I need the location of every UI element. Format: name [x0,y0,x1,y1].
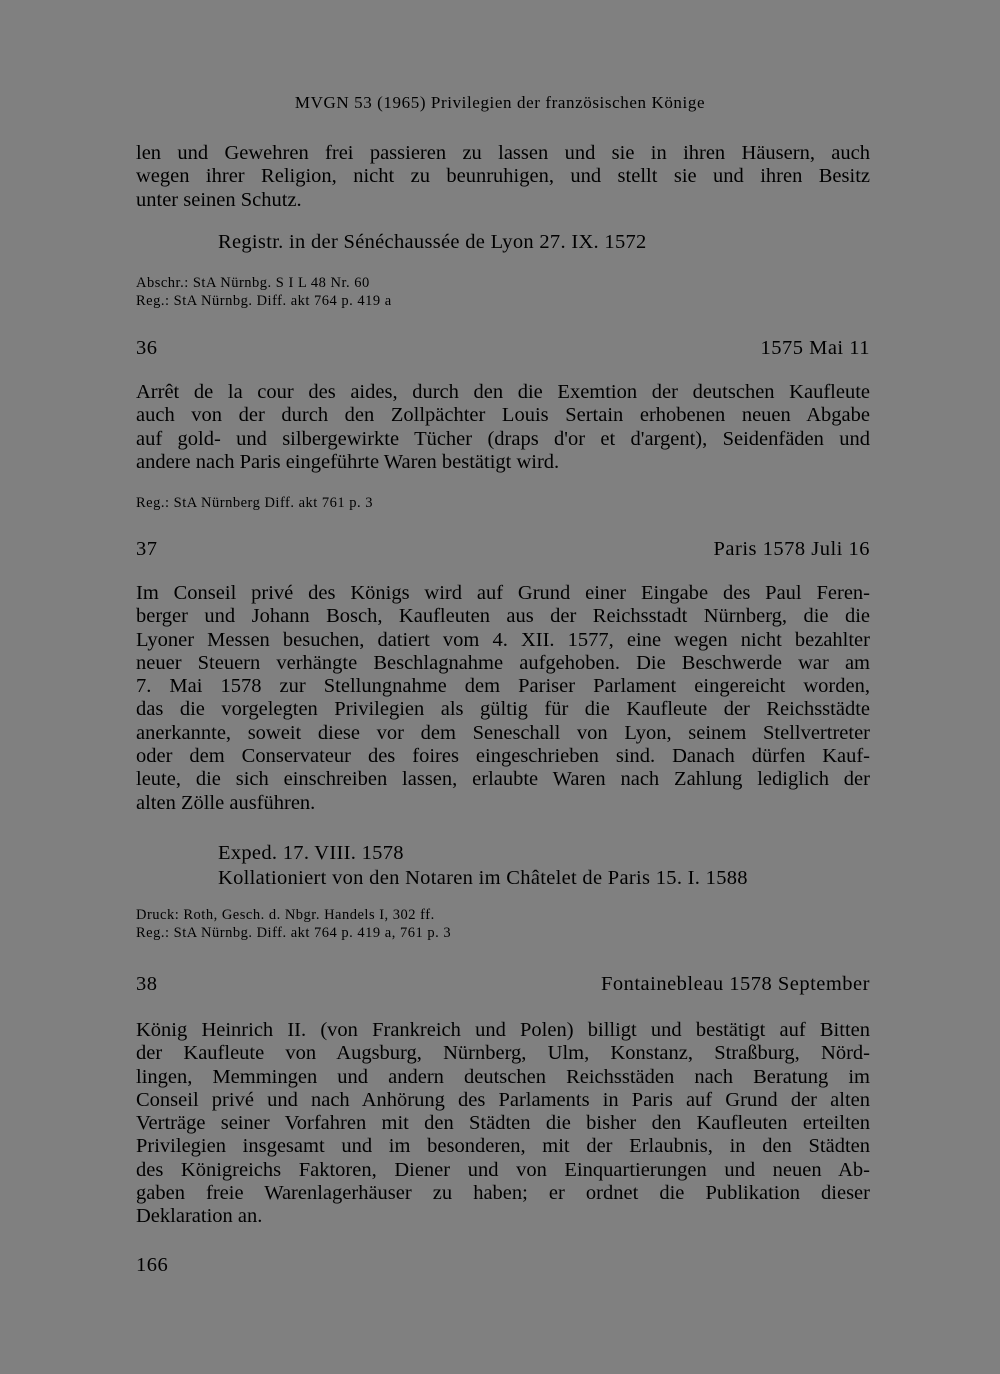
text-line: neuer Steuern verhängte Beschlagnahme aufgehoben. Die Beschwerde war am [136,651,870,674]
text-line: unter seinen Schutz. [136,188,302,211]
text-line: Conseil privé und nach Anhörung des Parlaments in Paris auf Grund der alten [136,1088,870,1111]
text-line: berger und Johann Bosch, Kaufleuten aus der Reichsstadt Nürnberg, die die [136,605,870,628]
text-line: Privilegien insgesamt und im besonderen, mit der Erlaubnis, in den Städten [136,1135,870,1158]
text-line: oder dem Conservateur des foires eingeschrieben sind. Danach dürfen Kauf- [136,745,870,768]
source-line: Reg.: StA Nürnbg. Diff. akt 764 p. 419 a, 761 p. 3 [136,924,452,941]
running-header: MVGN 53 (1965) Privilegien der französischen Könige [294,93,706,112]
intro-sources [136,275,392,310]
text-line: auf gold- und silbergewirkte Tücher (draps d'or et d'argent), Seidenfäden und [136,427,870,450]
text-line: len und Gewehren frei passieren zu lassen und sie in ihren Häusern, auch [136,142,870,164]
entry-number: 37 [136,538,158,560]
text-line: der Kaufleute von Augsburg, Nürnberg, Ulm, Konstanz, Straßburg, Nörd- [136,1042,870,1065]
text-line: anerkannte, soweit diese vor dem Seneschall von Lyon, seinem Stellvertreter [136,721,870,744]
text-line: leute, die sich einschreiben lassen, erlaubte Waren nach Zahlung lediglich der [136,768,870,791]
entry-date: Fontainebleau 1578 September [600,973,870,995]
text-line: Arrêt de la cour des aides, durch den die Exemtion der deutschen Kaufleute [136,381,870,403]
text-line: das die vorgelegten Privilegien als gültig für die Kaufleute der Reichsstädte [136,698,870,721]
registration-line: Exped. 17. VIII. 1578 [218,842,404,864]
entry-date: 1575 Mai 11 [760,337,870,359]
source-line: Druck: Roth, Gesch. d. Nbgr. Handels I, 302 ff. [136,907,435,923]
text-line: Verträge seiner Vorfahren mit den Städten die bisher den Kaufleuten erteilten [136,1112,870,1135]
text-line: lingen, Memmingen und andern deutschen Reichsstäden nach Beratung im [136,1065,870,1088]
entry-paragraph [136,381,870,474]
source-line: Abschr.: StA Nürnbg. S I L 48 Nr. 60 [136,275,370,291]
text-line: alten Zölle ausführen. [136,791,316,814]
entry-paragraph [136,582,870,815]
entry-heading [136,973,870,996]
registration-line: Registr. in der Sénéchaussée de Lyon 27. IX. 1572 [218,231,647,253]
entry-paragraph [136,1019,870,1229]
entry-registration [218,841,748,890]
entry-heading [136,337,870,360]
entry-sources [136,495,373,513]
text-line: gaben freie Warenlagerhäuser zu haben; er ordnet die Publikation dieser [136,1182,870,1205]
text-line: Deklaration an. [136,1205,263,1228]
entry-number: 36 [136,337,158,359]
source-line: Reg.: StA Nürnberg Diff. akt 761 p. 3 [136,495,374,511]
entry-number: 38 [136,973,158,995]
text-line: wegen ihrer Religion, nicht zu beunruhigen, und stellt sie und ihren Besitz [136,165,870,188]
registration-line: Kollationiert von den Notaren im Châtelet de Paris 15. I. 1588 [218,866,748,889]
text-line: andere nach Paris eingeführte Waren bestätigt wird. [136,450,560,473]
entry-heading [136,538,870,561]
entry-date: Paris 1578 Juli 16 [713,538,870,560]
intro-registration [218,230,647,255]
text-line: König Heinrich II. (von Frankreich und Polen) billigt und bestätigt auf Bitten [136,1019,870,1041]
text-line: Lyoner Messen besuchen, datiert vom 4. XII. 1577, eine wegen nicht bezahlter [136,628,870,651]
page-number: 166 [136,1254,169,1276]
text-line: auch von der durch den Zollpächter Louis Sertain erhobenen neuen Abgabe [136,404,870,427]
entry-sources [136,907,451,942]
text-line: 7. Mai 1578 zur Stellungnahme dem Pariser Parlament eingereicht worden, [136,675,870,698]
text-line: des Königreichs Faktoren, Diener und von Einquartierungen und neuen Ab- [136,1158,870,1181]
intro-paragraph [136,142,870,212]
source-line: Reg.: StA Nürnbg. Diff. akt 764 p. 419 a [136,292,392,309]
text-line: Im Conseil privé des Königs wird auf Grund einer Eingabe des Paul Feren- [136,582,870,604]
